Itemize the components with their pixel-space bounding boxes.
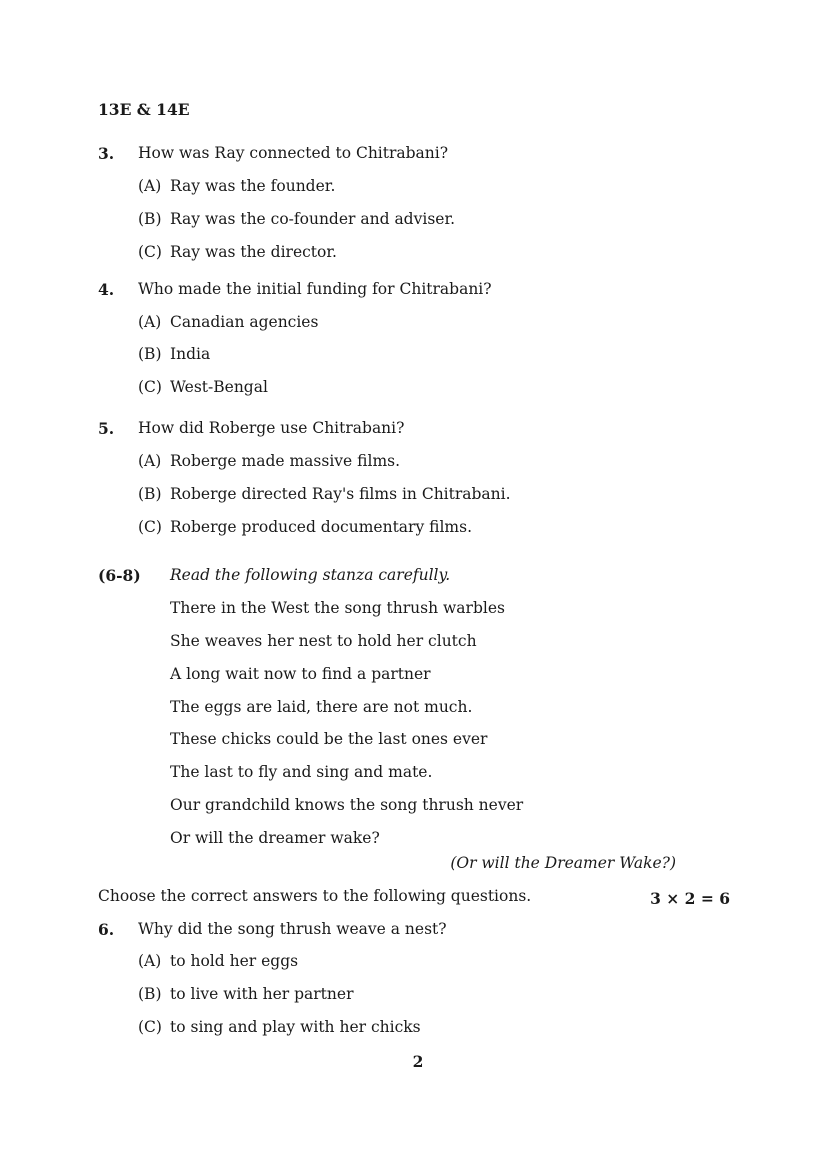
question-number: 4. bbox=[98, 280, 115, 299]
question-number: 5. bbox=[98, 419, 115, 438]
option-label: (C) bbox=[138, 243, 162, 261]
option-label: (A) bbox=[138, 177, 162, 195]
stanza-line: These chicks could be the last ones ever bbox=[170, 730, 488, 748]
option-label: (B) bbox=[138, 485, 162, 503]
stanza-line: A long wait now to find a partner bbox=[170, 665, 431, 683]
option-text: to hold her eggs bbox=[170, 952, 299, 970]
question-text: How did Roberge use Chitrabani? bbox=[138, 419, 405, 437]
section-range: (6-8) bbox=[98, 566, 141, 585]
option-text: to sing and play with her chicks bbox=[170, 1018, 421, 1036]
option-label: (B) bbox=[138, 985, 162, 1003]
option-text: Ray was the co-founder and adviser. bbox=[170, 210, 456, 228]
option-text: to live with her partner bbox=[170, 985, 354, 1003]
stanza-line: She weaves her nest to hold her clutch bbox=[170, 632, 477, 650]
option-text: Canadian agencies bbox=[170, 313, 319, 331]
stanza-line: The last to fly and sing and mate. bbox=[170, 763, 433, 781]
question-text: Why did the song thrush weave a nest? bbox=[138, 920, 447, 938]
option-text: Ray was the director. bbox=[170, 243, 337, 261]
stanza-line: There in the West the song thrush warbles bbox=[170, 599, 505, 617]
option-text: West-Bengal bbox=[170, 378, 268, 396]
stanza-line: The eggs are laid, there are not much. bbox=[170, 698, 473, 716]
choose-instruction: Choose the correct answers to the following questions. bbox=[98, 887, 532, 905]
page-header-code: 13E & 14E bbox=[98, 100, 190, 119]
option-label: (C) bbox=[138, 518, 162, 536]
question-number: 6. bbox=[98, 920, 115, 939]
option-label: (A) bbox=[138, 313, 162, 331]
stanza-line: Or will the dreamer wake? bbox=[170, 829, 380, 847]
question-text: How was Ray connected to Chitrabani? bbox=[138, 144, 449, 162]
option-label: (B) bbox=[138, 210, 162, 228]
section-instruction: Read the following stanza carefully. bbox=[170, 566, 451, 584]
option-text: India bbox=[170, 345, 211, 363]
option-label: (A) bbox=[138, 952, 162, 970]
option-label: (C) bbox=[138, 378, 162, 396]
page-number: 2 bbox=[412, 1052, 424, 1071]
question-text: Who made the initial funding for Chitrabani? bbox=[138, 280, 492, 298]
stanza-line: Our grandchild knows the song thrush never bbox=[170, 796, 524, 814]
marks-allocation: 3 × 2 = 6 bbox=[650, 889, 730, 908]
option-text: Roberge produced documentary films. bbox=[170, 518, 473, 536]
question-number: 3. bbox=[98, 144, 115, 163]
option-label: (C) bbox=[138, 1018, 162, 1036]
option-text: Roberge directed Ray's films in Chitrabani. bbox=[170, 485, 511, 503]
option-text: Roberge made massive films. bbox=[170, 452, 401, 470]
option-label: (B) bbox=[138, 345, 162, 363]
option-text: Ray was the founder. bbox=[170, 177, 336, 195]
stanza-source: (Or will the Dreamer Wake?) bbox=[450, 854, 676, 872]
option-label: (A) bbox=[138, 452, 162, 470]
